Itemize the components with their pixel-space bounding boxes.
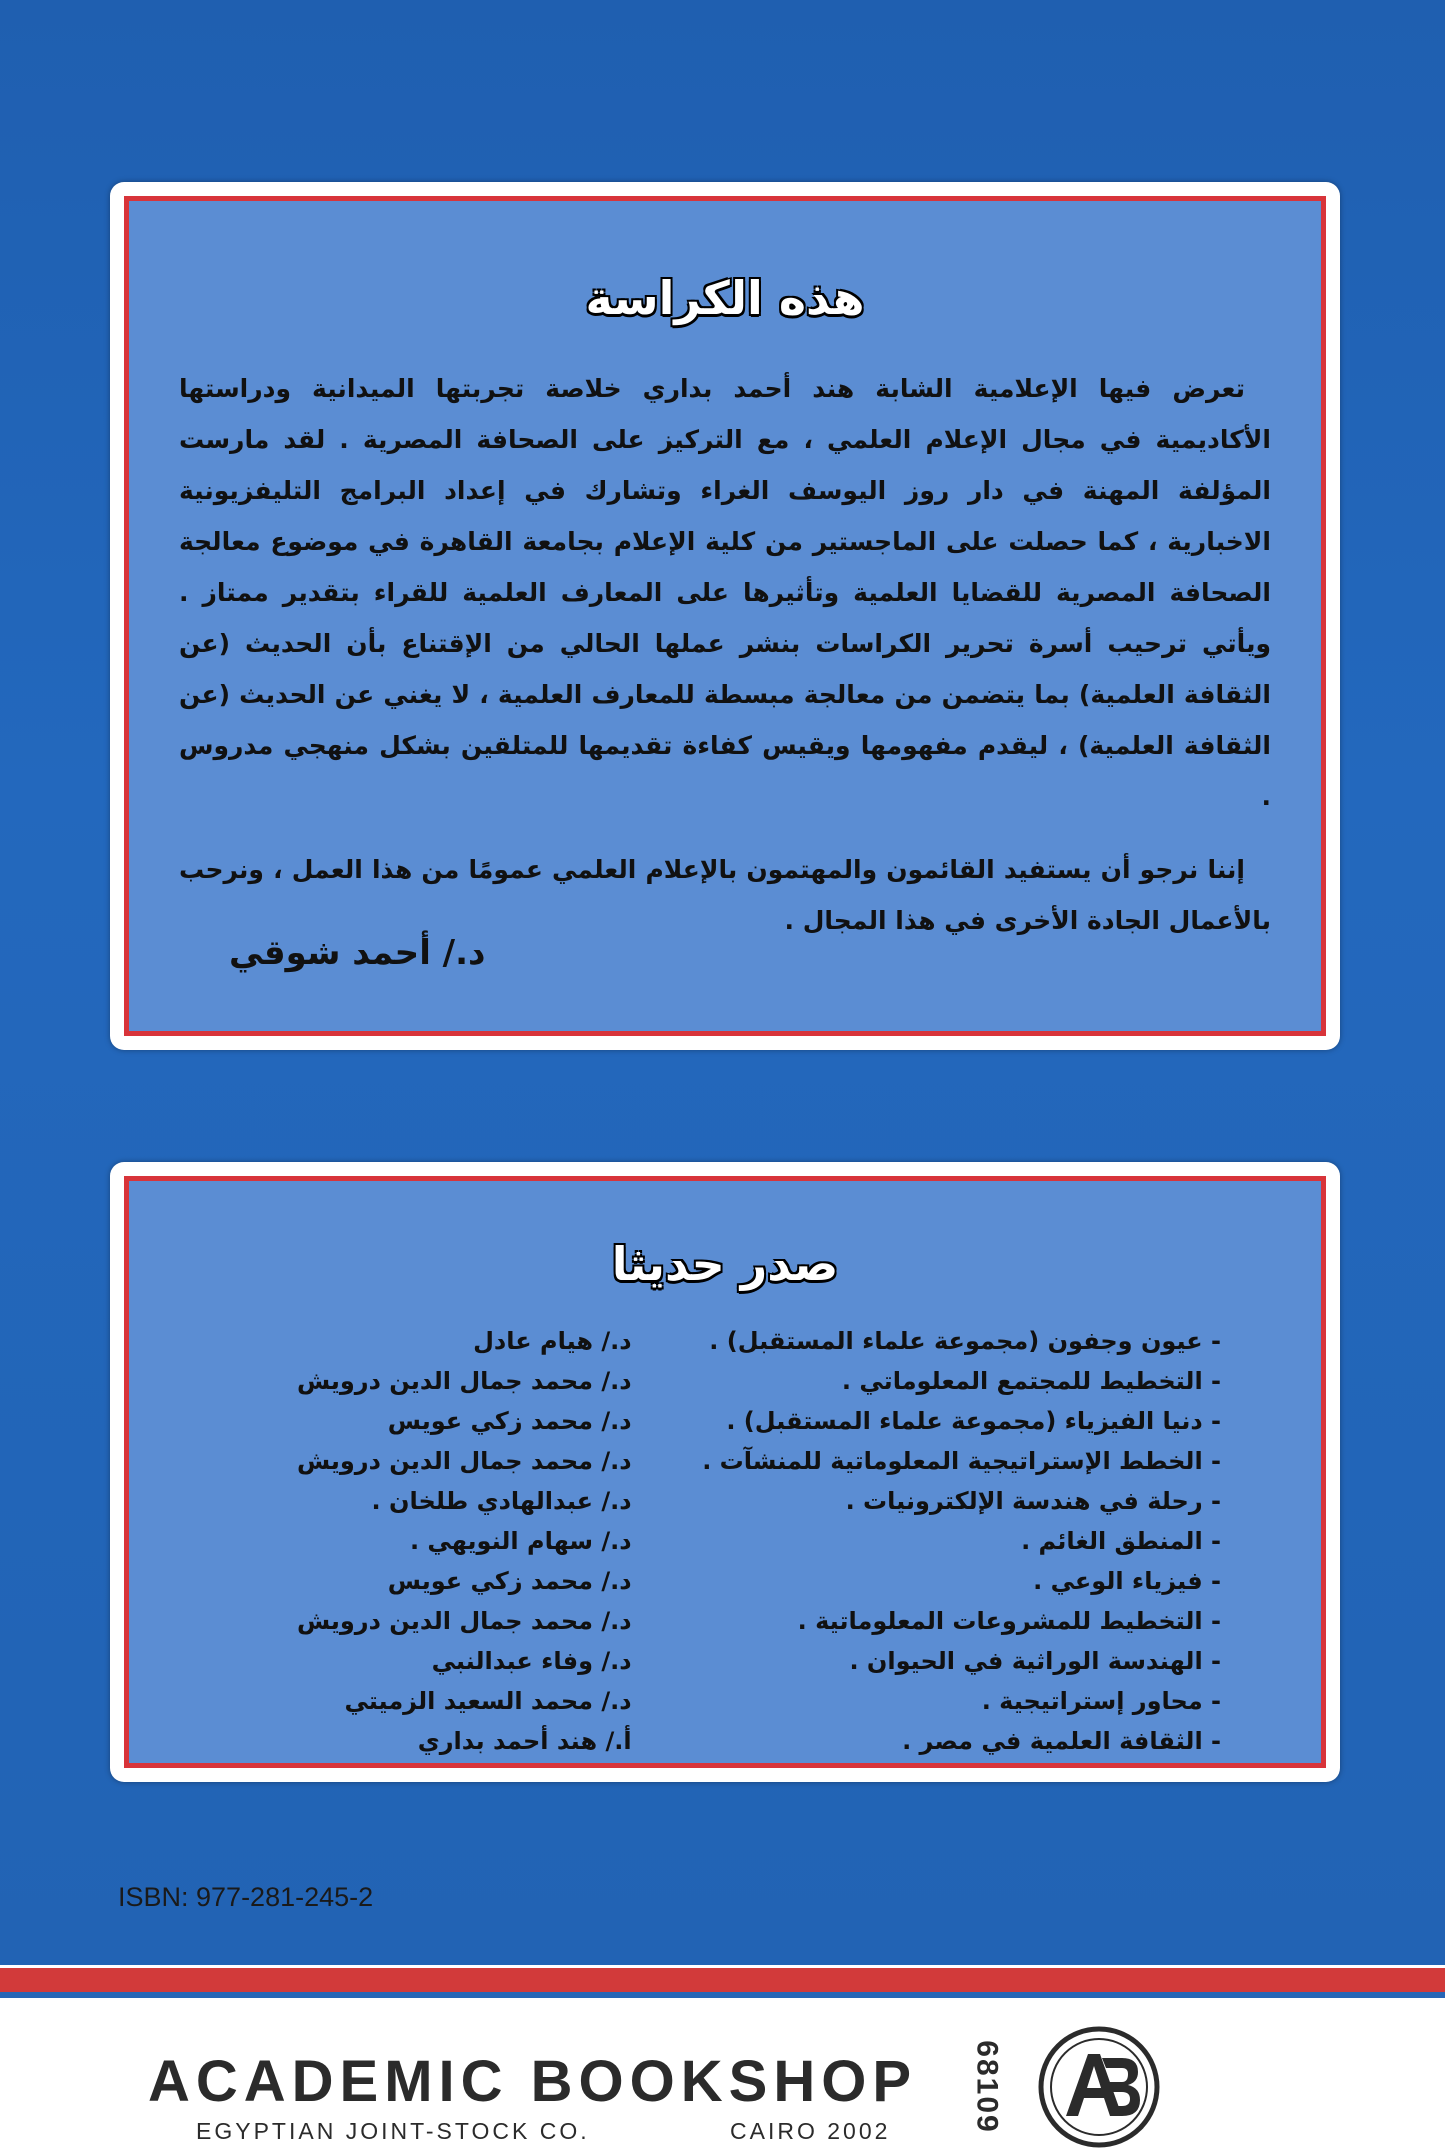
book-author: د./ محمد زكي عويس	[387, 1407, 632, 1435]
publisher-name: ACADEMIC BOOKSHOP	[148, 2049, 918, 2114]
book-author: د./ عبدالهادي طلخان .	[371, 1487, 632, 1515]
about-body	[179, 363, 1271, 968]
book-title: - التخطيط للمشروعات المعلوماتية .	[632, 1607, 1221, 1635]
list-item	[219, 1561, 1221, 1601]
blue-stripe	[0, 1992, 1445, 1998]
list-item	[219, 1401, 1221, 1441]
book-title: - عيون وجفون (مجموعة علماء المستقبل) .	[632, 1327, 1221, 1355]
book-author: د./ محمد زكي عويس	[387, 1567, 632, 1595]
about-title: هذه الكراسة	[585, 271, 865, 325]
list-item	[219, 1721, 1221, 1761]
list-item	[219, 1441, 1221, 1481]
book-author: د./ محمد جمال الدين درويش	[296, 1607, 632, 1635]
book-title: - المنطق الغائم .	[632, 1527, 1221, 1555]
list-item	[219, 1361, 1221, 1401]
book-author: أ./ هند أحمد بداري	[417, 1727, 632, 1755]
book-author: د./ محمد السعيد الزميتي	[344, 1687, 632, 1715]
list-item	[219, 1321, 1221, 1361]
book-author: د./ محمد جمال الدين درويش	[296, 1367, 632, 1395]
recent-title: صدر حديثا	[611, 1237, 839, 1291]
about-paragraph: إننا نرجو أن يستفيد القائمون والمهتمون بالإعلام العلمي عمومًا من هذا العمل ، ونرحب بالأعمال الجادة الأخرى في هذا المجال .	[179, 855, 1271, 935]
isbn-label: ISBN: 977-281-245-2	[118, 1882, 374, 1912]
publisher-city-year: CAIRO 2002	[730, 2118, 891, 2144]
list-item	[219, 1521, 1221, 1561]
publisher-logo-icon	[1036, 2024, 1162, 2150]
book-title: - الثقافة العلمية في مصر .	[632, 1727, 1221, 1755]
about-paragraph: تعرض فيها الإعلامية الشابة هند أحمد بداري خلاصة تجربتها الميدانية ودراستها الأكاديمية في مجال الإعلام العلمي ، مع التركيز على الصحافة المصرية . لقد مارست المؤلفة المهنة في دار روز اليوسف الغراء وتشارك في إعداد البرامج التليفزيونية الاخبارية ، كما حصلت على الماجستير من كلية الإعلام بجامعة القاهرة في موضوع معالجة الصحافة المصرية للقضايا العلمية وتأثيرها على المعارف العلمية للقراء بتقدير ممتاز . ويأتي ترحيب أسرة تحرير الكراسات بنشر عملها الحالي من الإقتناع بأن الحديث (عن الثقافة العلمية) بما يتضمن من معالجة مبسطة للمعارف العلمية ، لا يغني عن الحديث (عن الثقافة العلمية) ، ليقدم مفهومها ويقيس كفاءة تقديمها للمتلقين بشكل منهجي مدروس .	[179, 374, 1271, 811]
recent-panel-frame	[124, 1176, 1326, 1768]
about-panel-frame	[124, 196, 1326, 1036]
book-author: د./ محمد جمال الدين درويش	[296, 1447, 632, 1475]
book-list	[219, 1321, 1221, 1761]
book-author: د./ وفاء عبدالنبي	[431, 1647, 632, 1675]
list-item	[219, 1481, 1221, 1521]
book-title: - رحلة في هندسة الإلكترونيات .	[632, 1487, 1221, 1515]
list-item	[219, 1641, 1221, 1681]
list-item	[219, 1601, 1221, 1641]
book-title: - الهندسة الوراثية في الحيوان .	[632, 1647, 1221, 1675]
book-title: - التخطيط للمجتمع المعلوماتي .	[632, 1367, 1221, 1395]
recent-panel	[110, 1162, 1340, 1782]
red-stripe	[0, 1968, 1445, 1992]
book-author: د./ سهام النويهي .	[409, 1527, 632, 1555]
publisher-company: EGYPTIAN JOINT-STOCK CO.	[196, 2118, 590, 2144]
about-signature: د./ أحمد شوقي	[229, 933, 486, 973]
publisher-code: 68109	[970, 2040, 1004, 2134]
book-author: د./ هيام عادل	[473, 1327, 632, 1355]
list-item	[219, 1681, 1221, 1721]
book-title: - الخطط الإستراتيجية المعلوماتية للمنشآت .	[632, 1447, 1221, 1475]
book-title: - فيزياء الوعي .	[632, 1567, 1221, 1595]
book-title: - محاور إستراتيجية .	[632, 1687, 1221, 1715]
book-title: - دنيا الفيزياء (مجموعة علماء المستقبل) .	[632, 1407, 1221, 1435]
about-panel	[110, 182, 1340, 1050]
